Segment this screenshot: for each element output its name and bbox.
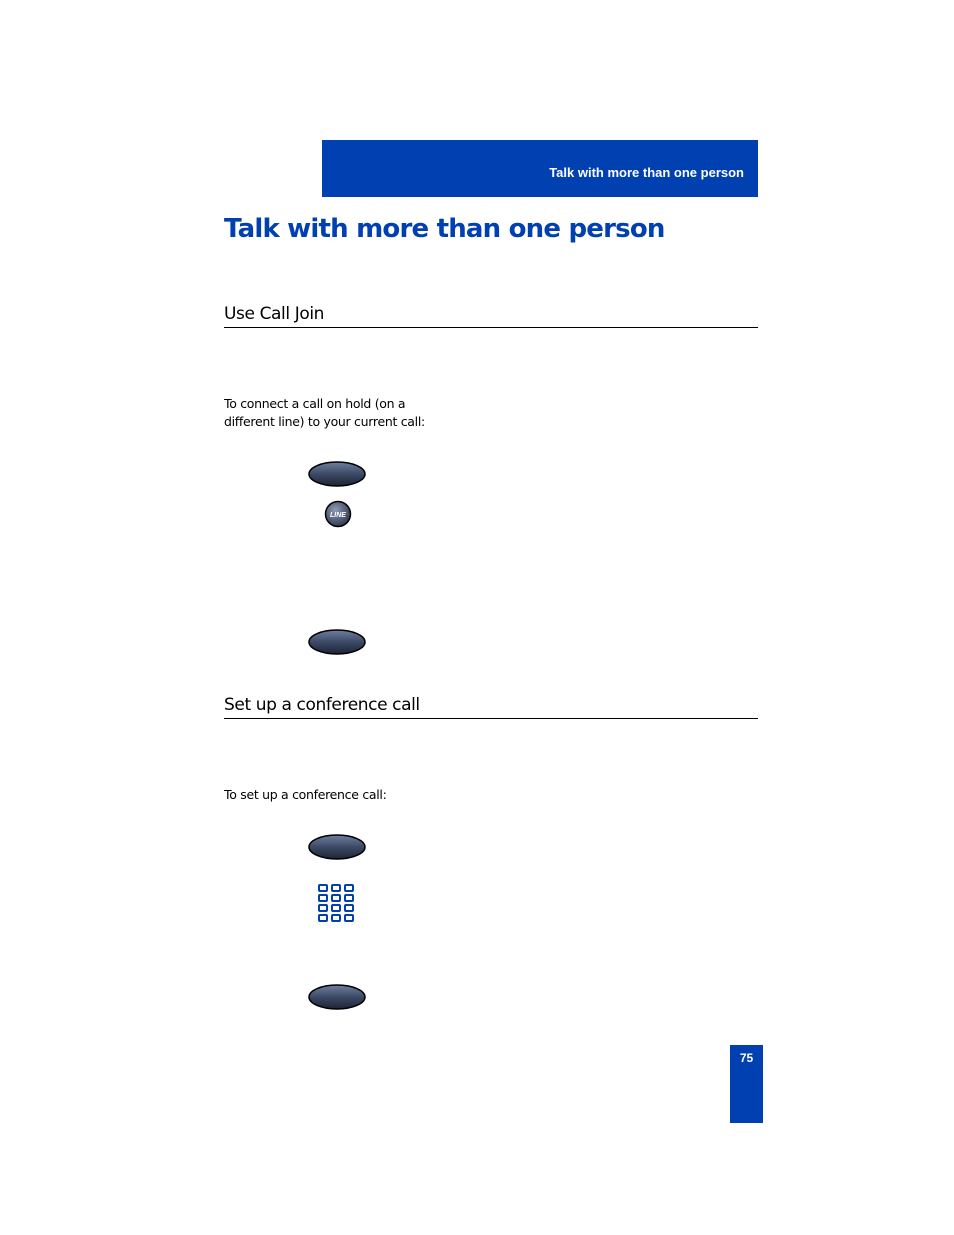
instruction-call-join: [224, 395, 425, 431]
page-number-tab: [730, 1045, 763, 1123]
section-heading-conference-call: Set up a conference call: [224, 695, 758, 719]
instruction-line: different line) to your current call:: [224, 414, 425, 429]
softkey-icon: [308, 834, 366, 860]
line-key-icon: [324, 500, 352, 528]
page-number: 75: [739, 1051, 754, 1065]
running-header-title: Talk with more than one person: [549, 165, 744, 180]
section-heading-use-call-join: Use Call Join: [224, 304, 758, 328]
instruction-line: To connect a call on hold (on a: [224, 396, 406, 411]
instruction-conference-call: [224, 786, 387, 804]
softkey-icon: [308, 629, 366, 655]
instruction-line: To set up a conference call:: [224, 787, 387, 802]
line-key-label: LINE: [330, 512, 346, 519]
softkey-icon: [308, 461, 366, 487]
running-header-bar: [322, 140, 758, 197]
page-title: Talk with more than one person: [224, 214, 665, 244]
softkey-icon: [308, 984, 366, 1010]
dialpad-icon: [317, 883, 357, 923]
